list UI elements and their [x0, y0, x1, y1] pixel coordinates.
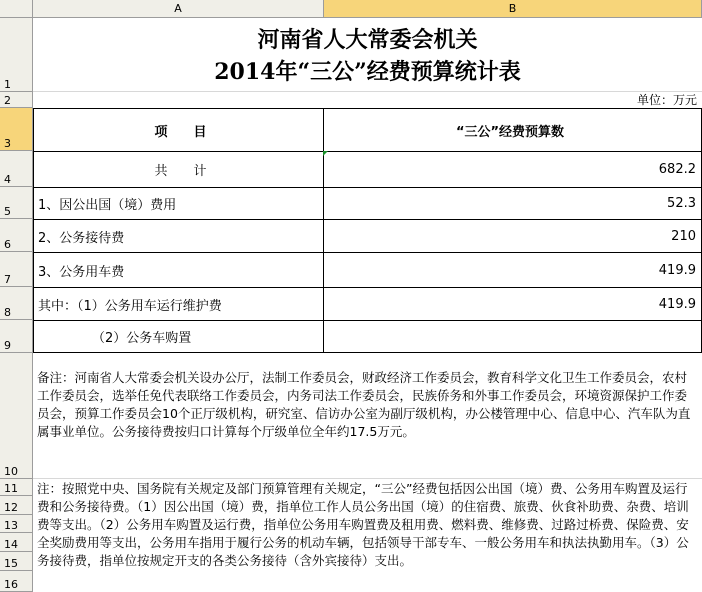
row-header-4[interactable]: 4	[0, 151, 33, 187]
row-header-12[interactable]: 12	[0, 496, 33, 515]
item-cell[interactable]: （2）公务车购置	[34, 321, 324, 352]
column-header-b[interactable]: B	[324, 0, 702, 18]
row-header-16[interactable]: 16	[0, 571, 33, 592]
amount-cell[interactable]: 419.9	[658, 296, 696, 312]
notes-cell[interactable]: 注：按照党中央、国务院有关规定及部门预算管理有关规定，“三公”经费包括因公出国（境）费、公务用车购置及运行费和公务接待费。（1）因公出国（境）费，指单位工作人员公务出国（境）的住宿费、旅费、伙食补助费、杂费、培训费等支出。（2）公务用车购置及运行费，指单位公务用车购置费及租用费、燃料费、维修费、过路过桥费、保险费、安全奖励费用等支出，公务用车指用于履行公务的机动车辆，包括领导干部专车、一般公务用车和执法执勤用车。（3）公务接待费，指单位按规定开支的各类公务接待（含外宾接待）支出。	[37, 481, 689, 568]
remarks-cell[interactable]: 备注：河南省人大常委会机关设办公厅，法制工作委员会，财政经济工作委员会，教育科学文化卫生工作委员会，农村工作委员会，选举任免代表联络工作委员会，内务司法工作委员会，民族侨务和外事工作委员会，环境资源保护工作委员会，预算工作委员会10个正厅级机构，研究室、信访办公室为副厅级机构，办公楼管理中心、信息中心、汽车队为直属事业单位。公务接待费按归口计算每个厅级单位全年约17.5万元。	[33, 353, 702, 479]
cell-comment-marker	[323, 151, 328, 156]
item-cell[interactable]: 共 计	[34, 152, 324, 187]
budget-table	[33, 108, 702, 353]
title-line-2: 2014年“三公”经费预算统计表	[214, 59, 521, 85]
amount-cell[interactable]: 210	[671, 228, 696, 244]
amount-cell[interactable]: 419.9	[658, 262, 696, 278]
row-header-3[interactable]: 3	[0, 108, 33, 151]
sheet-title[interactable]	[33, 18, 702, 92]
select-all-corner[interactable]	[0, 0, 33, 18]
amount-cell[interactable]	[324, 321, 701, 352]
item-cell[interactable]: 1、因公出国（境）费用	[34, 188, 324, 219]
item-cell[interactable]: 其中：（1）公务用车运行维护费	[34, 288, 324, 320]
row-header-9[interactable]: 9	[0, 320, 33, 353]
row-header-7[interactable]: 7	[0, 252, 33, 287]
row-header-5[interactable]: 5	[0, 187, 33, 219]
row-header-14[interactable]: 14	[0, 533, 33, 552]
table-row	[34, 288, 701, 321]
row-header-10[interactable]: 10	[0, 353, 33, 479]
table-row	[34, 152, 701, 188]
row-header-15[interactable]: 15	[0, 552, 33, 571]
row-header-8[interactable]: 8	[0, 287, 33, 320]
row-header-2[interactable]: 2	[0, 92, 33, 108]
table-row	[34, 188, 701, 220]
row-header-6[interactable]: 6	[0, 219, 33, 252]
table-row	[34, 321, 701, 352]
amount-cell[interactable]: 682.2	[658, 162, 696, 177]
header-item-cell[interactable]: 项 目	[34, 109, 324, 151]
row-header-11[interactable]: 11	[0, 479, 33, 496]
unit-label[interactable]: 单位：万元	[636, 93, 697, 107]
table-row	[34, 220, 701, 253]
row-header-13[interactable]: 13	[0, 515, 33, 533]
table-row	[34, 253, 701, 288]
header-amount-cell[interactable]: “三公”经费预算数	[455, 124, 565, 140]
amount-cell[interactable]: 52.3	[667, 196, 696, 211]
table-header-row	[34, 109, 701, 152]
row-header-1[interactable]: 1	[0, 18, 33, 92]
title-line-1: 河南省人大常委会机关	[257, 27, 478, 53]
column-header-a[interactable]: A	[33, 0, 324, 18]
item-cell[interactable]: 2、公务接待费	[34, 220, 324, 252]
item-cell[interactable]: 3、公务用车费	[34, 253, 324, 287]
